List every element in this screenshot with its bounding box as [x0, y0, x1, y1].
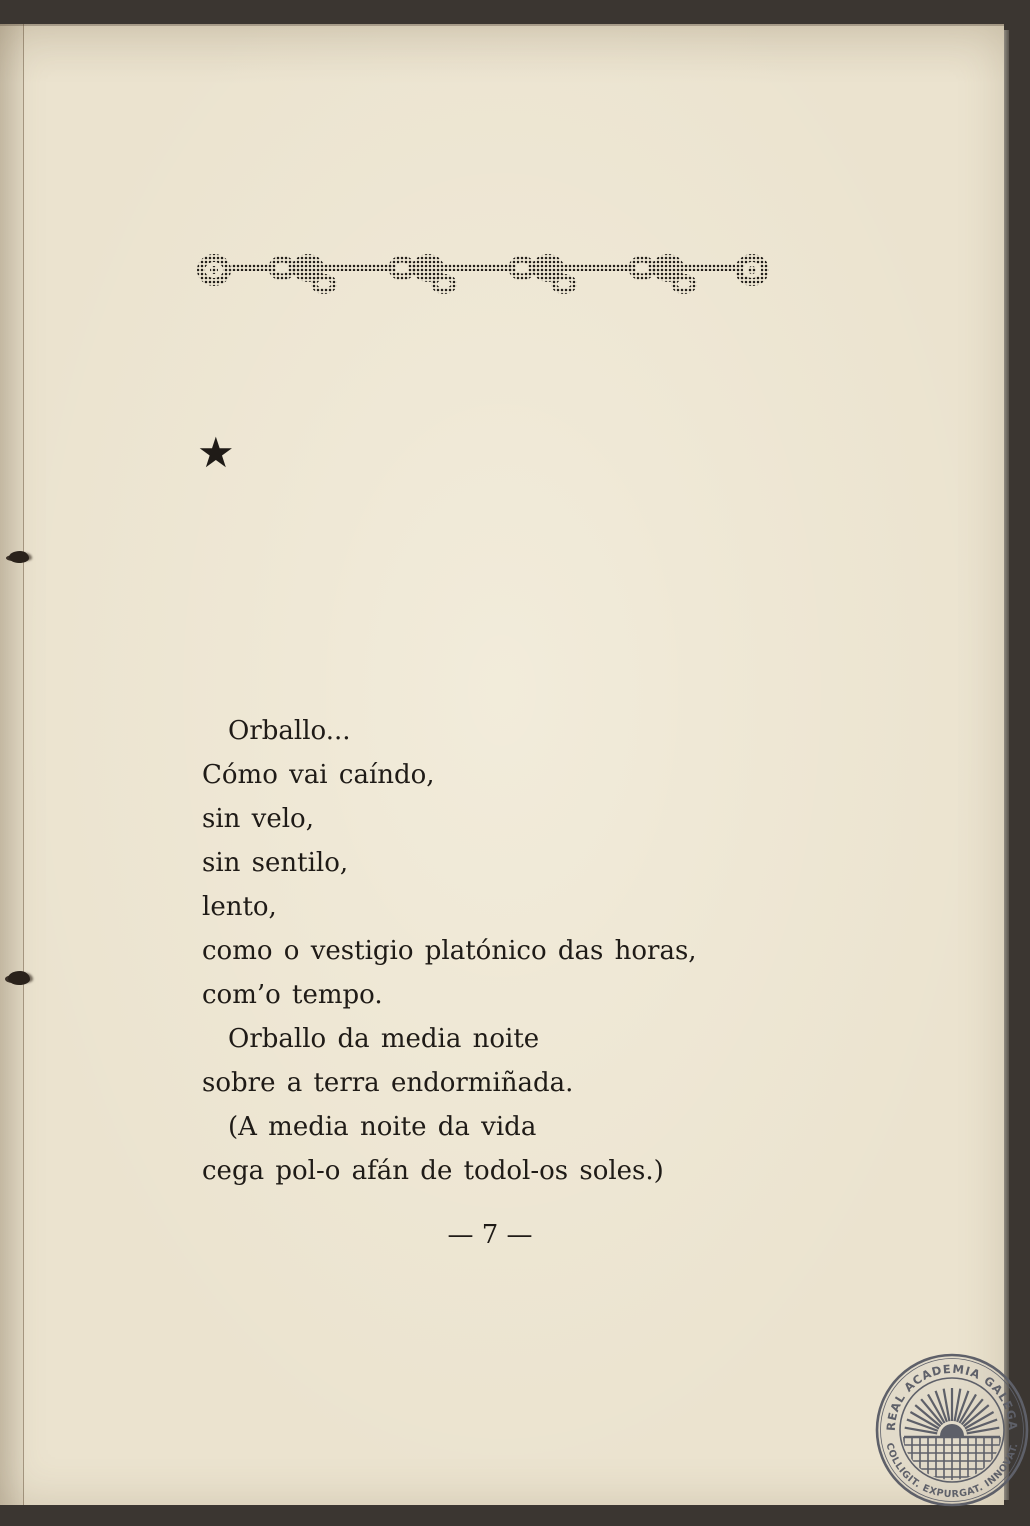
- star-icon: ★: [197, 428, 235, 477]
- poem-line: cega pol-o afán de todol-os soles.): [202, 1156, 664, 1186]
- poem: [0, 709, 1004, 1193]
- binding-hole-upper: [9, 551, 29, 563]
- seal-top-lettering: REAL ACADEMIA GALEGA: [883, 1361, 1021, 1432]
- dotted-ornamental-rule-icon: [190, 240, 780, 302]
- poem-line: (A media noite da vida: [228, 1112, 537, 1142]
- poem-line: como o vestigio platónico das horas,: [202, 936, 697, 966]
- ornament-cluster: [272, 254, 334, 291]
- poem-line: lento,: [202, 892, 277, 922]
- ornament-bar: [564, 264, 632, 271]
- academy-seal: [874, 1352, 1030, 1508]
- ornament-bar: [444, 264, 512, 271]
- poem-line: sobre a terra endormiñada.: [202, 1068, 574, 1098]
- ornament-bar: [324, 264, 392, 271]
- poem-line: com’o tempo.: [202, 980, 383, 1010]
- page-number: — 7 —: [447, 1220, 533, 1250]
- poem-line: sin sentilo,: [202, 848, 349, 878]
- ornament-cluster: [632, 254, 694, 291]
- seal-bottom-lettering: COLLIGIT. EXPURGAT. INNOVAT.: [883, 1441, 1021, 1501]
- poem-line: sin velo,: [202, 804, 314, 834]
- poem-line: Orballo da media noite: [228, 1024, 540, 1054]
- ornament-cluster: [512, 254, 574, 291]
- ornament-bar: [231, 264, 269, 271]
- page-stack-edge: [1004, 30, 1009, 1500]
- poem-line: Orballo...: [228, 716, 351, 746]
- ornament-bar: [684, 264, 735, 271]
- ornament-cluster: [392, 254, 454, 291]
- poem-line: Cómo vai caíndo,: [202, 760, 435, 790]
